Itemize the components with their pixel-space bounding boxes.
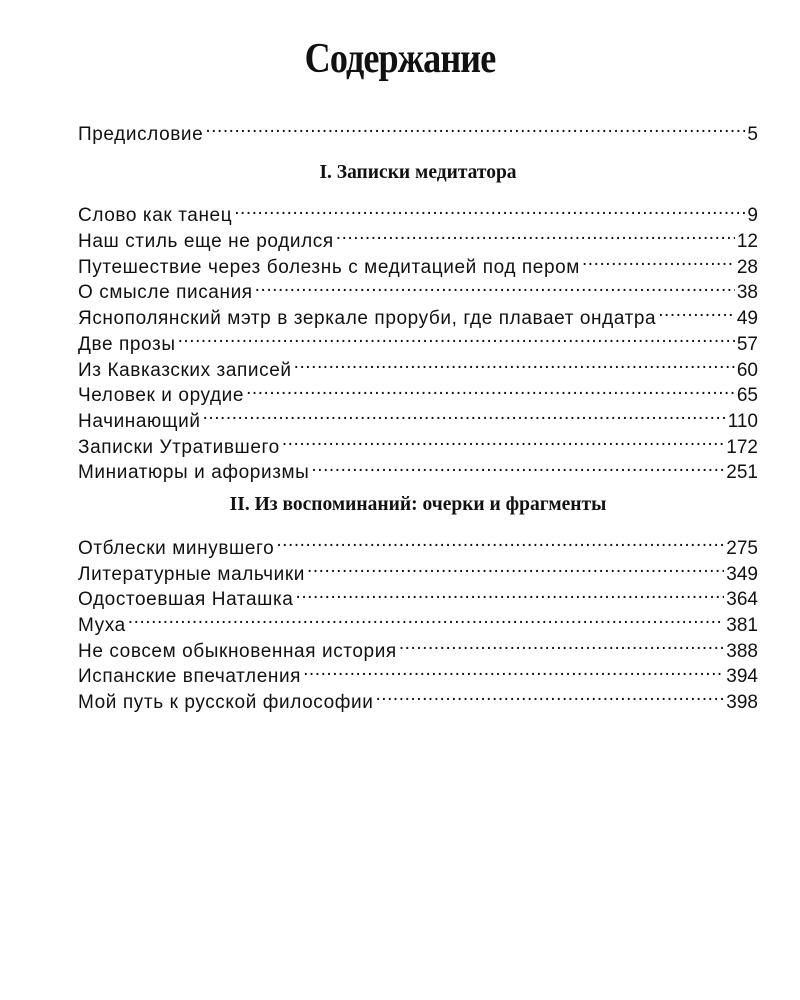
toc-entry-title: Литературные мальчики <box>78 563 305 585</box>
toc-entry-title: Миниатюры и афоризмы <box>78 462 310 484</box>
toc-entry-page: 364 <box>726 589 758 611</box>
toc-entry-page: 5 <box>747 123 758 145</box>
dot-leader <box>307 554 724 580</box>
dot-leader <box>375 682 724 708</box>
dot-leader <box>294 350 735 376</box>
toc-entry-title: Предисловие <box>78 123 204 145</box>
toc-entry-title: Начинающий <box>78 410 201 432</box>
dot-leader <box>205 114 745 140</box>
dot-leader <box>282 427 724 453</box>
toc-entry-title: Слово как танец <box>78 205 233 227</box>
dot-leader <box>399 631 724 657</box>
toc-entry-page: 38 <box>736 282 758 304</box>
table-of-contents <box>78 114 758 714</box>
toc-entry-title: Мой путь к русской философии <box>78 692 374 714</box>
toc-entry-page: 60 <box>736 359 758 381</box>
section-heading-2: II. Из воспоминаний: очерки и фрагменты <box>229 494 607 516</box>
page-title: Содержание <box>304 36 496 82</box>
toc-entry-title: Муха <box>78 615 126 636</box>
toc-entry-page: 349 <box>726 563 758 585</box>
toc-entry[interactable] <box>78 631 758 662</box>
toc-entry-page: 251 <box>726 462 758 484</box>
dot-leader <box>311 453 724 479</box>
toc-entry[interactable] <box>78 196 758 227</box>
dot-leader <box>303 657 724 683</box>
toc-entry-page: 9 <box>747 205 758 227</box>
toc-entry-page: 388 <box>726 640 758 662</box>
toc-entry[interactable] <box>78 350 758 381</box>
dot-leader <box>246 376 735 402</box>
toc-entry-title: Путешествие через болезнь с медитацией под пером <box>78 256 580 278</box>
dot-leader <box>295 580 724 606</box>
toc-entry-title: Не совсем обыкновенная история <box>78 640 397 662</box>
section-heading-1: I. Записки медитатора <box>319 161 517 183</box>
dot-leader <box>255 273 735 299</box>
toc-entry-title: Испанские впечатления <box>78 666 302 688</box>
toc-entry-title: Яснополянский мэтр в зеркале проруби, где плавает ондатра <box>78 308 657 330</box>
toc-entry-page: 275 <box>726 537 758 559</box>
dot-leader <box>336 221 735 247</box>
toc-entry-page: 28 <box>736 256 758 278</box>
toc-entry-page: 49 <box>736 308 758 330</box>
toc-entry-page: 394 <box>726 666 758 688</box>
toc-entry-title: Наш стиль еще не родился <box>78 231 334 253</box>
toc-entry-title: Человек и орудие <box>78 385 245 407</box>
toc-entry-title: Одостоевшая Наташка <box>78 589 294 611</box>
toc-entry-title: Отблески минувшего <box>78 537 275 559</box>
toc-entry-page: 381 <box>726 615 758 636</box>
toc-entry-page: 172 <box>726 436 758 458</box>
dot-leader <box>582 247 735 273</box>
dot-leader <box>178 324 735 350</box>
toc-entry-page: 65 <box>736 385 758 407</box>
toc-entry-page: 12 <box>736 231 758 253</box>
toc-entry-title: Из Кавказских записей <box>78 359 292 381</box>
toc-entry[interactable] <box>78 324 758 355</box>
toc-entry-page: 57 <box>736 333 758 355</box>
dot-leader <box>658 298 735 324</box>
toc-entry[interactable] <box>78 528 758 559</box>
toc-entry-page: 110 <box>727 410 758 432</box>
toc-entry-title: О смысле писания <box>78 282 253 304</box>
dot-leader <box>276 528 724 554</box>
dot-leader <box>128 605 725 631</box>
toc-entry-page: 398 <box>726 692 758 714</box>
dot-leader <box>234 196 745 222</box>
dot-leader <box>203 401 726 427</box>
toc-entry[interactable] <box>78 605 758 636</box>
toc-entry-preface[interactable] <box>78 114 758 145</box>
toc-entry-title: Записки Утратившего <box>78 436 280 458</box>
toc-entry-title: Две прозы <box>78 333 176 355</box>
